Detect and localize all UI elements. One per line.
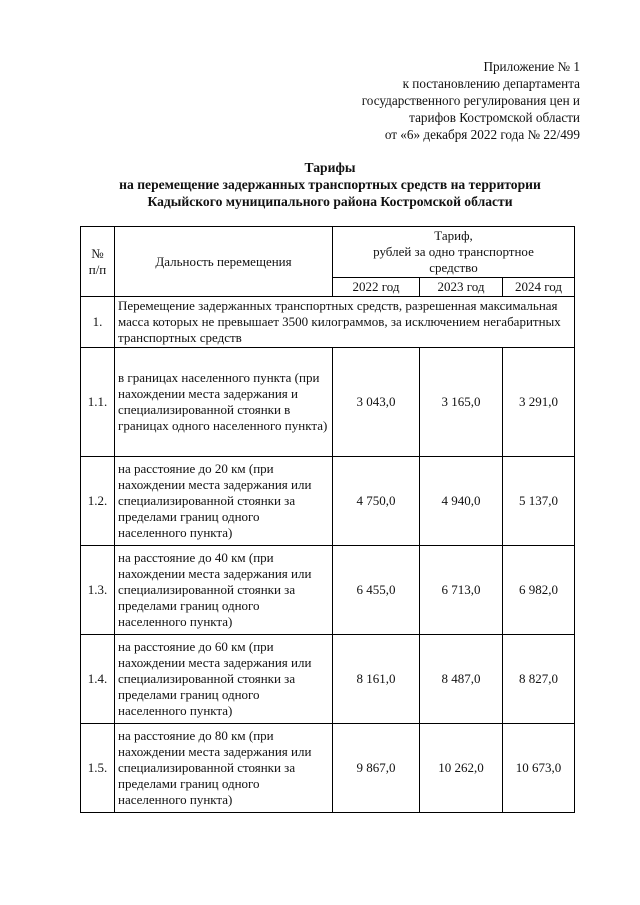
row-value-2024: 10 673,0	[503, 724, 575, 813]
title-line-1: Тарифы	[304, 160, 356, 175]
title-line-3: Кадыйского муниципального района Костромской области	[147, 194, 513, 209]
row-value-2022: 9 867,0	[333, 724, 420, 813]
row-distance-text: в границах населенного пункта (при нахождении места задержания и специализированной стоянки в границах одного населенного пункта)	[115, 348, 333, 457]
row-distance-text: на расстояние до 20 км (при нахождении места задержания или специализированной стоянки за пределами границ одного населенного пункта)	[115, 457, 333, 546]
row-number: 1.1.	[81, 348, 115, 457]
row-value-2022: 3 043,0	[333, 348, 420, 457]
table-row	[81, 546, 575, 635]
row-value-2023: 4 940,0	[420, 457, 503, 546]
row-value-2024: 6 982,0	[503, 546, 575, 635]
appendix-line-2: к постановлению департамента	[402, 76, 580, 91]
table-row	[81, 635, 575, 724]
table-row	[81, 348, 575, 457]
row-value-2023: 10 262,0	[420, 724, 503, 813]
row-value-2024: 5 137,0	[503, 457, 575, 546]
table-row	[81, 457, 575, 546]
row-distance-text: на расстояние до 80 км (при нахождении места задержания или специализированной стоянки за пределами границ одного населенного пункта)	[115, 724, 333, 813]
appendix-line-4: тарифов Костромской области	[409, 110, 580, 125]
tariff-table	[80, 226, 575, 813]
row-distance-text: на расстояние до 60 км (при нахождении места задержания или специализированной стоянки за пределами границ одного населенного пункта)	[115, 635, 333, 724]
appendix-block	[260, 58, 580, 143]
header-tariff: Тариф, рублей за одно транспортное средство	[333, 227, 575, 278]
row-number: 1.5.	[81, 724, 115, 813]
header-year-2024: 2024 год	[503, 278, 575, 297]
document-title	[40, 159, 620, 210]
title-line-2: на перемещение задержанных транспортных средств на территории	[119, 177, 541, 192]
row-value-2022: 6 455,0	[333, 546, 420, 635]
row-number: 1.3.	[81, 546, 115, 635]
row-number: 1.4.	[81, 635, 115, 724]
appendix-line-1: Приложение № 1	[483, 59, 580, 74]
appendix-line-5: от «6» декабря 2022 года № 22/499	[384, 127, 580, 142]
row-value-2022: 8 161,0	[333, 635, 420, 724]
row-value-2024: 8 827,0	[503, 635, 575, 724]
row-value-2023: 6 713,0	[420, 546, 503, 635]
table-header-row	[81, 227, 575, 278]
row-distance-text: на расстояние до 40 км (при нахождении места задержания или специализированной стоянки за пределами границ одного населенного пункта)	[115, 546, 333, 635]
row-value-2023: 8 487,0	[420, 635, 503, 724]
row-value-2023: 3 165,0	[420, 348, 503, 457]
appendix-line-3: государственного регулирования цен и	[361, 93, 580, 108]
header-year-2022: 2022 год	[333, 278, 420, 297]
row-value-2024: 3 291,0	[503, 348, 575, 457]
section-row	[81, 297, 575, 348]
row-value-2022: 4 750,0	[333, 457, 420, 546]
header-year-2023: 2023 год	[420, 278, 503, 297]
table-row	[81, 724, 575, 813]
header-distance: Дальность перемещения	[115, 227, 333, 297]
header-number: № п/п	[81, 227, 115, 297]
section-number: 1.	[81, 297, 115, 348]
row-number: 1.2.	[81, 457, 115, 546]
section-text: Перемещение задержанных транспортных средств, разрешенная максимальная масса которых не превышает 3500 килограммов, за исключением негабаритных транспортных средств	[115, 297, 575, 348]
